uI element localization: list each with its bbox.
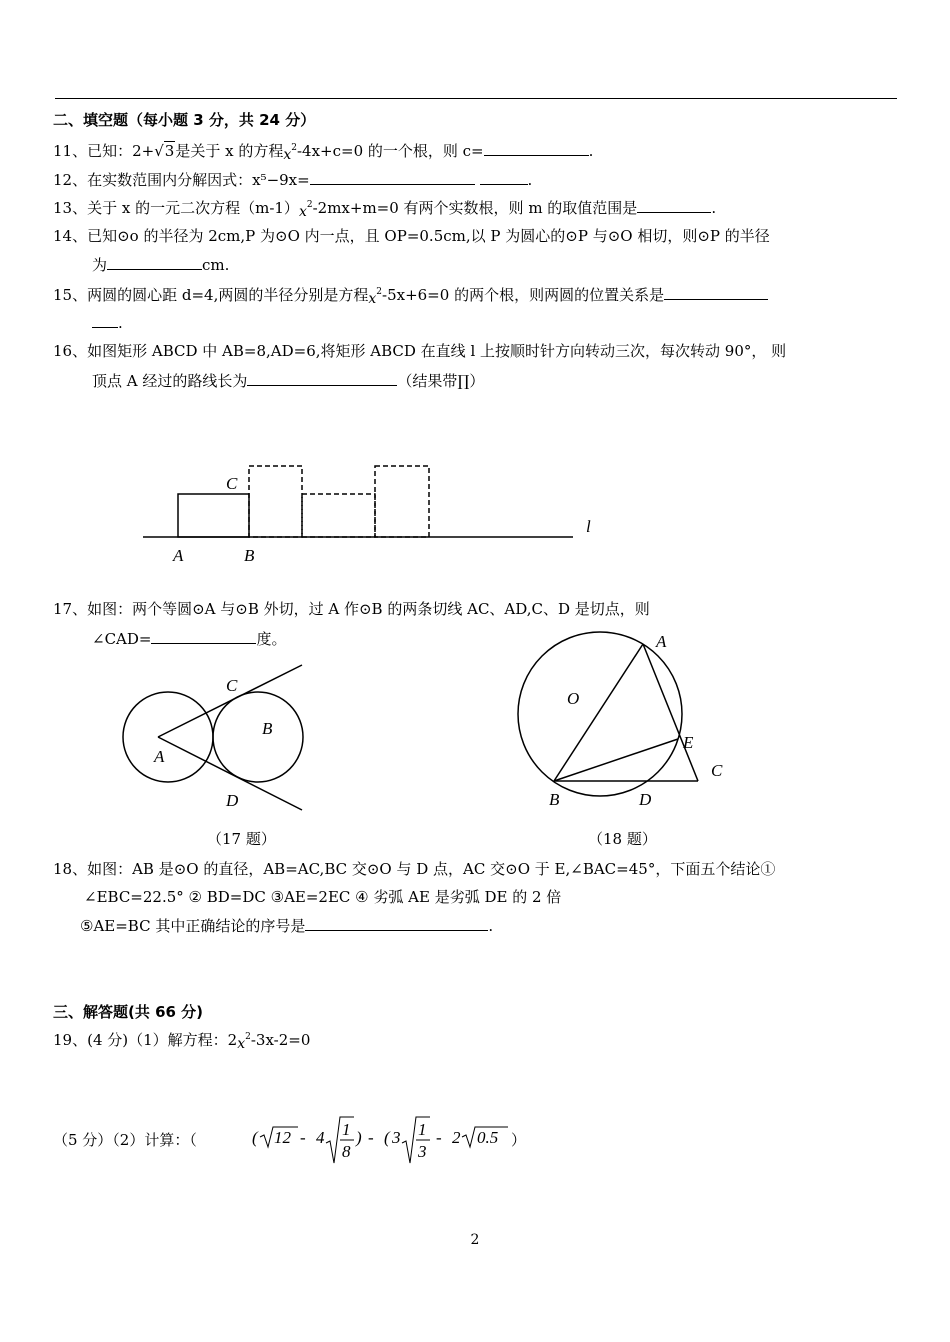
q11-radicand: 3 bbox=[164, 142, 175, 160]
q14-line2-post: cm. bbox=[202, 256, 230, 274]
q18-line1: 如图：AB 是⊙O 的直径，AB=AC,BC 交⊙O 与 D 点，AC 交⊙O 于 E,∠BAC=45°，下面五个结论① bbox=[87, 860, 776, 878]
fig18-diameter-ab bbox=[554, 644, 643, 781]
fig16-label-l: l bbox=[586, 517, 591, 536]
formula-close-1: ) bbox=[356, 1128, 362, 1147]
formula-coef-2: 2 bbox=[452, 1128, 461, 1147]
question-18-line2: ∠EBC=22.5° ② BD=DC ③AE=2EC ④ 劣弧 AE 是劣弧 DE 的 2 倍 bbox=[84, 888, 562, 906]
q14-number: 14、 bbox=[53, 227, 88, 245]
fig18-segment-be bbox=[554, 739, 678, 781]
q13-x: x bbox=[298, 204, 307, 220]
q19-formula bbox=[250, 1115, 540, 1167]
q13-end: . bbox=[711, 199, 717, 217]
formula-den-8: 8 bbox=[342, 1142, 351, 1161]
fig17-label-c: C bbox=[226, 676, 238, 695]
formula-num-1b: 1 bbox=[418, 1120, 427, 1139]
page-number: 2 bbox=[470, 1232, 480, 1248]
q19-number: 19、 bbox=[53, 1031, 88, 1049]
q17-line2-pre: ∠CAD= bbox=[92, 630, 152, 648]
q12-text: 在实数范围内分解因式：x⁵−9x= bbox=[87, 171, 310, 189]
formula-coef-3: 3 bbox=[392, 1128, 401, 1147]
q11-end: . bbox=[588, 142, 594, 160]
q11-pre: 已知：2+ bbox=[87, 142, 155, 160]
fig18-label-o: O bbox=[567, 689, 580, 708]
section-2-title: 二、填空题（每小题 3 分，共 24 分） bbox=[53, 111, 316, 129]
q16-line1: 如图矩形 ABCD 中 AB=8,AD=6,将矩形 ABCD 在直线 l 上按顺时针方向转动三次，每次转动 90°， 则 bbox=[87, 342, 787, 360]
q18-line3-end: . bbox=[488, 917, 494, 935]
fig17-label-a: A bbox=[154, 747, 165, 766]
q18-number: 18、 bbox=[53, 860, 88, 878]
q19-x: x bbox=[237, 1036, 246, 1052]
formula-radicand-0-5: 0.5 bbox=[477, 1128, 499, 1147]
q12-number: 12、 bbox=[53, 171, 88, 189]
q15-exp: 2 bbox=[376, 287, 382, 297]
q12-end: . bbox=[527, 171, 533, 189]
fig18-label-b: B bbox=[549, 790, 560, 809]
fig16-label-c: C bbox=[226, 474, 238, 493]
q11-exp: 2 bbox=[291, 143, 297, 153]
q18-answer-blank[interactable] bbox=[305, 915, 488, 931]
formula-minus-mid: - bbox=[368, 1128, 374, 1147]
q13-exp: 2 bbox=[306, 200, 313, 210]
q17-line1: 如图：两个等圆⊙A 与⊙B 外切，过 A 作⊙B 的两条切线 AC、AD,C、D 是切点，则 bbox=[87, 600, 650, 618]
q11-x: x bbox=[283, 147, 292, 163]
question-18-line3 bbox=[80, 915, 493, 936]
fig16-label-b: B bbox=[244, 546, 255, 565]
formula-num-1: 1 bbox=[342, 1120, 351, 1139]
formula-minus-1: - bbox=[300, 1128, 306, 1147]
formula-open-1: ( bbox=[252, 1128, 258, 1147]
q11-sqrt: √3 bbox=[154, 142, 175, 160]
fig17-label-b: B bbox=[262, 719, 273, 738]
q11-post: -4x+c=0 的一个根，则 c= bbox=[296, 142, 484, 160]
formula-coef-4: 4 bbox=[316, 1128, 325, 1147]
q14-line1: 已知⊙o 的半径为 2cm,P 为⊙O 内一点，且 OP=0.5cm,以 P 为圆心的⊙P 与⊙O 相切，则⊙P 的半径 bbox=[87, 227, 770, 245]
question-19-part2-close: ） bbox=[511, 1131, 527, 1149]
fig18-side-ac bbox=[643, 644, 698, 781]
formula-den-3: 3 bbox=[418, 1142, 427, 1161]
fig16-label-a: A bbox=[173, 546, 184, 565]
q18-line3-pre: ⑤AE=BC 其中正确结论的序号是 bbox=[80, 917, 306, 935]
q11-number: 11、 bbox=[53, 142, 88, 160]
fig18-label-c: C bbox=[711, 761, 723, 780]
question-18 bbox=[53, 859, 775, 879]
formula-open-2: ( bbox=[384, 1128, 390, 1147]
q16-line2-post: （结果带∏） bbox=[397, 372, 485, 390]
q19-exp: 2 bbox=[245, 1032, 251, 1042]
section-3-title: 三、解答题(共 66 分) bbox=[53, 1003, 204, 1021]
q13-pre: 关于 x 的一元二次方程（m-1） bbox=[87, 199, 299, 217]
formula-minus-2: - bbox=[436, 1128, 442, 1147]
q17-line2-post: 度。 bbox=[256, 630, 287, 648]
formula-radicand-12: 12 bbox=[274, 1128, 291, 1147]
q13-post: -2mx+m=0 有两个实数根，则 m 的取值范围是 bbox=[312, 199, 638, 217]
q11-mid: 是关于 x 的方程 bbox=[175, 142, 284, 160]
question-19-part1 bbox=[53, 1030, 310, 1053]
fig18-label-d: D bbox=[639, 790, 652, 809]
fig18-caption: （18 题） bbox=[588, 830, 657, 848]
q14-line2-pre: 为 bbox=[92, 256, 108, 274]
q16-number: 16、 bbox=[53, 342, 88, 360]
q15-line2-end: . bbox=[118, 314, 123, 332]
q15-post: -5x+6=0 的两个根，则两圆的位置关系是 bbox=[382, 286, 665, 304]
q17-number: 17、 bbox=[53, 600, 88, 618]
fig17-caption: （17 题） bbox=[207, 830, 276, 848]
fig18-label-a: A bbox=[656, 632, 667, 651]
fig17-label-d: D bbox=[226, 791, 239, 810]
q19-part1-post: -3x-2=0 bbox=[250, 1031, 311, 1049]
question-19-part2-label: （5 分）（2）计算：（ bbox=[53, 1131, 197, 1149]
q15-x: x bbox=[368, 291, 377, 307]
q13-number: 13、 bbox=[53, 199, 88, 217]
q19-part1-pre: (4 分)（1）解方程：2 bbox=[87, 1031, 238, 1049]
q16-line2-pre: 顶点 A 经过的路线长为 bbox=[92, 372, 248, 390]
q15-number: 15、 bbox=[53, 286, 88, 304]
q15-pre: 两圆的圆心距 d=4,两圆的半径分别是方程 bbox=[87, 286, 369, 304]
fig18-label-e: E bbox=[683, 733, 694, 752]
fig18-circle-o bbox=[518, 632, 682, 796]
